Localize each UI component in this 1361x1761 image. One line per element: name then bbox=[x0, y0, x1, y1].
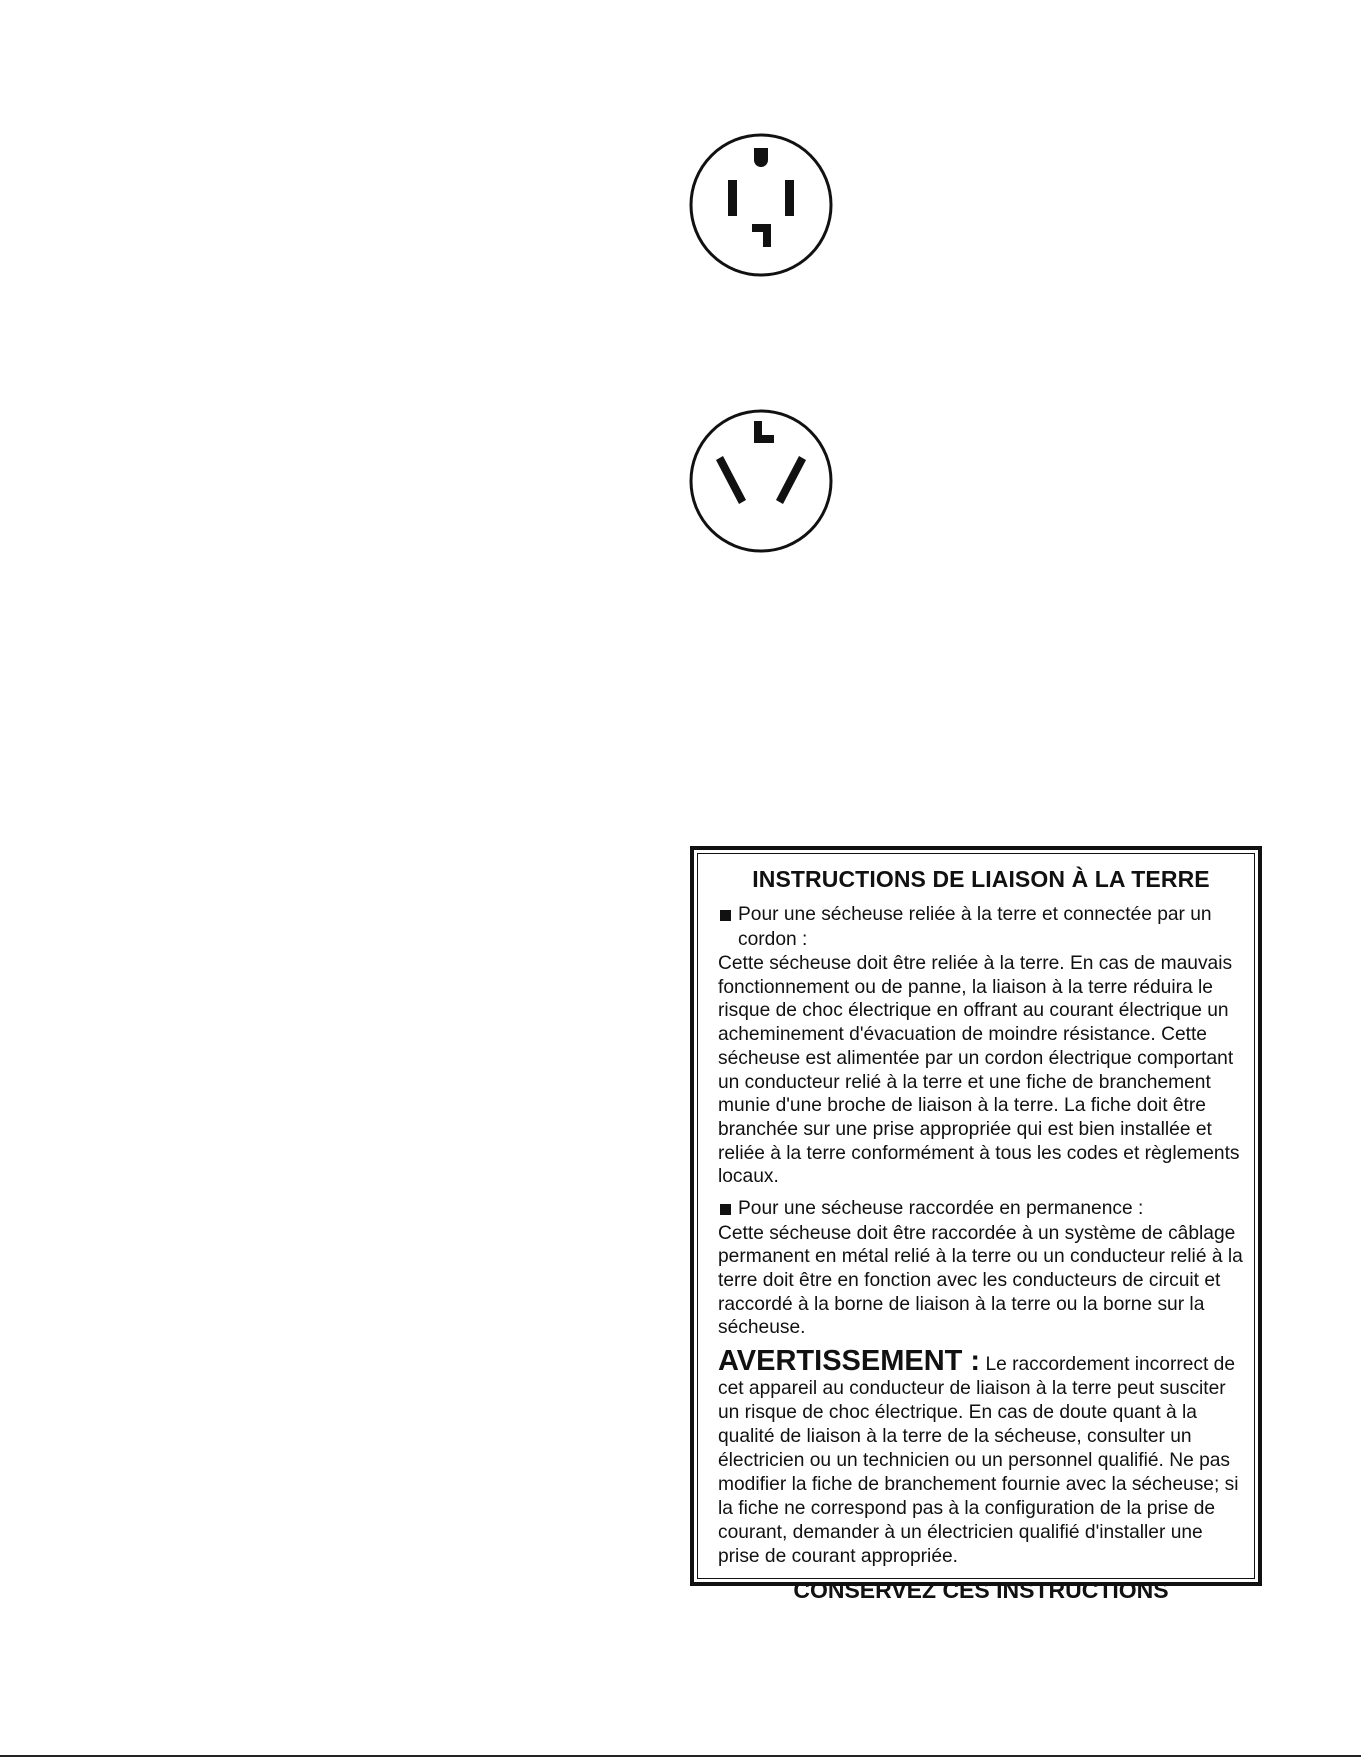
four-wire-receptacle-icon bbox=[688, 132, 834, 278]
permanently-connected-heading-text: Pour une sécheuse raccordée en permanence : bbox=[738, 1198, 1144, 1220]
grounding-instructions-box bbox=[690, 846, 1262, 1604]
warning-text: Le raccordement incorrect de cet appareil au conducteur de liaison à la terre peut susciter un risque de choc électrique. En cas de doute quant à la qualité de liaison à la terre de la sécheuse, consulter un électricien ou un technicien ou un personnel qualifié. Ne pas modifier la fiche de branchement fournie avec la sécheuse; si la fiche ne correspond pas à la configuration de la prise de courant, demander à un électricien qualifié d'installer une prise de courant appropriée. bbox=[718, 1354, 1239, 1568]
page-bottom-rule bbox=[0, 1755, 1361, 1757]
square-bullet-icon bbox=[720, 1204, 731, 1215]
warning-paragraph bbox=[718, 1345, 1244, 1569]
three-wire-receptacle-icon bbox=[688, 408, 834, 554]
warning-label: AVERTISSEMENT : bbox=[718, 1345, 981, 1378]
save-instructions-footer: CONSERVEZ CES INSTRUCTIONS bbox=[793, 1577, 1169, 1604]
cord-connected-heading bbox=[718, 903, 1244, 952]
cord-connected-heading-text: Pour une sécheuse reliée à la terre et connectée par un cordon : bbox=[738, 904, 1212, 950]
permanently-connected-body: Cette sécheuse doit être raccordée à un système de câblage permanent en métal relié à la terre ou un conducteur relié à la terre doit être en fonction avec les conducteurs de circuit et raccordé à la borne de liaison à la terre ou la borne sur la sécheuse. bbox=[718, 1222, 1243, 1339]
grounding-instructions-title: INSTRUCTIONS DE LIAISON À LA TERRE bbox=[752, 866, 1210, 892]
permanently-connected-heading bbox=[718, 1197, 1244, 1222]
cord-connected-body: Cette sécheuse doit être reliée à la terre. En cas de mauvais fonctionnement ou de panne, la liaison à la terre réduira le risque de choc électrique en offrant au courant électrique un acheminement d'évacuation de moindre résistance. Cette sécheuse est alimentée par un cordon électrique comportant un conducteur relié à la terre et une fiche de branchement munie d'une broche de liaison à la terre. La fiche doit être branchée sur une prise appropriée qui est bien installée et reliée à la terre conformément à tous les codes et règlements locaux. bbox=[718, 953, 1240, 1188]
square-bullet-icon bbox=[720, 910, 731, 921]
